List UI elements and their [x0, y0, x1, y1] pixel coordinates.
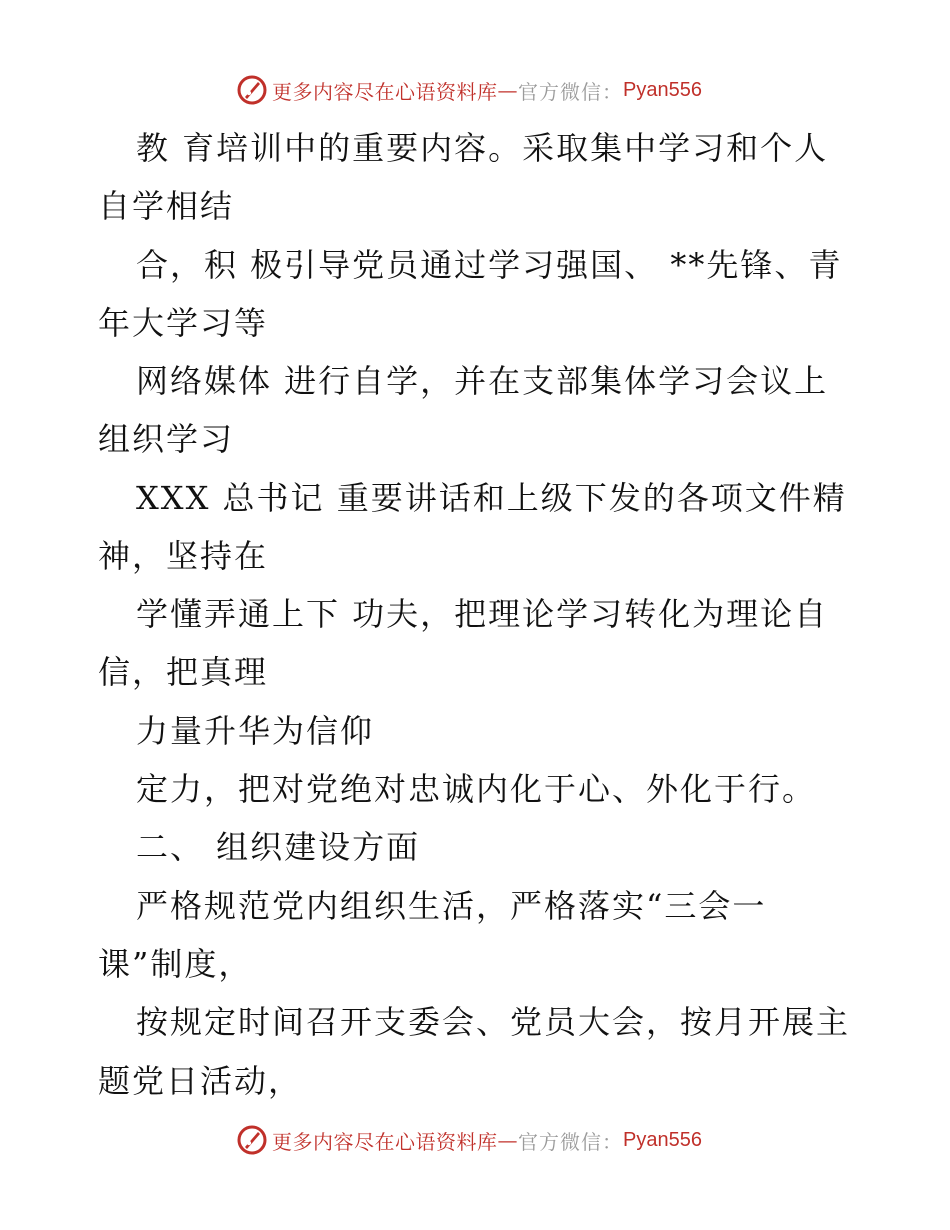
body-line: XXX 总书记 重要讲话和上级下发的各项文件精 — [136, 479, 847, 517]
banner-site-text: 更多内容尽在心语资料库 — [272, 1129, 498, 1154]
body-line: 课”制度， — [98, 945, 253, 983]
header-banner — [236, 72, 702, 108]
body-line: 神，坚持在 — [98, 537, 269, 575]
body-line: 年大学习等 — [98, 304, 269, 342]
body-line: 合，积 极引导党员通过学习强国、 **先锋、青 — [136, 246, 843, 284]
banner-dash: — — [497, 1128, 518, 1152]
banner-wechat-id: Pyan556 — [623, 1128, 702, 1151]
quill-logo-icon — [236, 74, 268, 106]
quill-logo-icon — [236, 1124, 268, 1156]
body-line: 网络媒体 进行自学，并在支部集体学习会议上 — [136, 362, 829, 400]
banner-official-text: 官方微信： — [518, 1129, 623, 1154]
banner-official-text: 官方微信： — [518, 79, 623, 104]
body-line: 力量升华为信仰 — [136, 712, 375, 750]
body-line: 严格规范党内组织生活，严格落实“三会一 — [136, 887, 767, 925]
body-line: 自学相结 — [98, 187, 235, 225]
footer-banner — [236, 1122, 702, 1158]
banner-wechat-id: Pyan556 — [623, 78, 702, 101]
banner-dash: — — [497, 78, 518, 102]
body-line: 信，把真理 — [98, 653, 269, 691]
body-line: 按规定时间召开支委会、党员大会，按月开展主 — [136, 1003, 851, 1041]
banner-site-text: 更多内容尽在心语资料库 — [272, 79, 498, 104]
body-line: 题党日活动， — [98, 1062, 303, 1100]
body-line: 定力，把对党绝对忠诚内化于心、外化于行。 — [136, 770, 817, 808]
body-line: 教 育培训中的重要内容。采取集中学习和个人 — [136, 129, 829, 167]
body-line: 学懂弄通上下 功夫，把理论学习转化为理论自 — [136, 595, 829, 633]
body-line: 组织学习 — [98, 420, 235, 458]
section-heading: 二、 组织建设方面 — [136, 828, 421, 866]
